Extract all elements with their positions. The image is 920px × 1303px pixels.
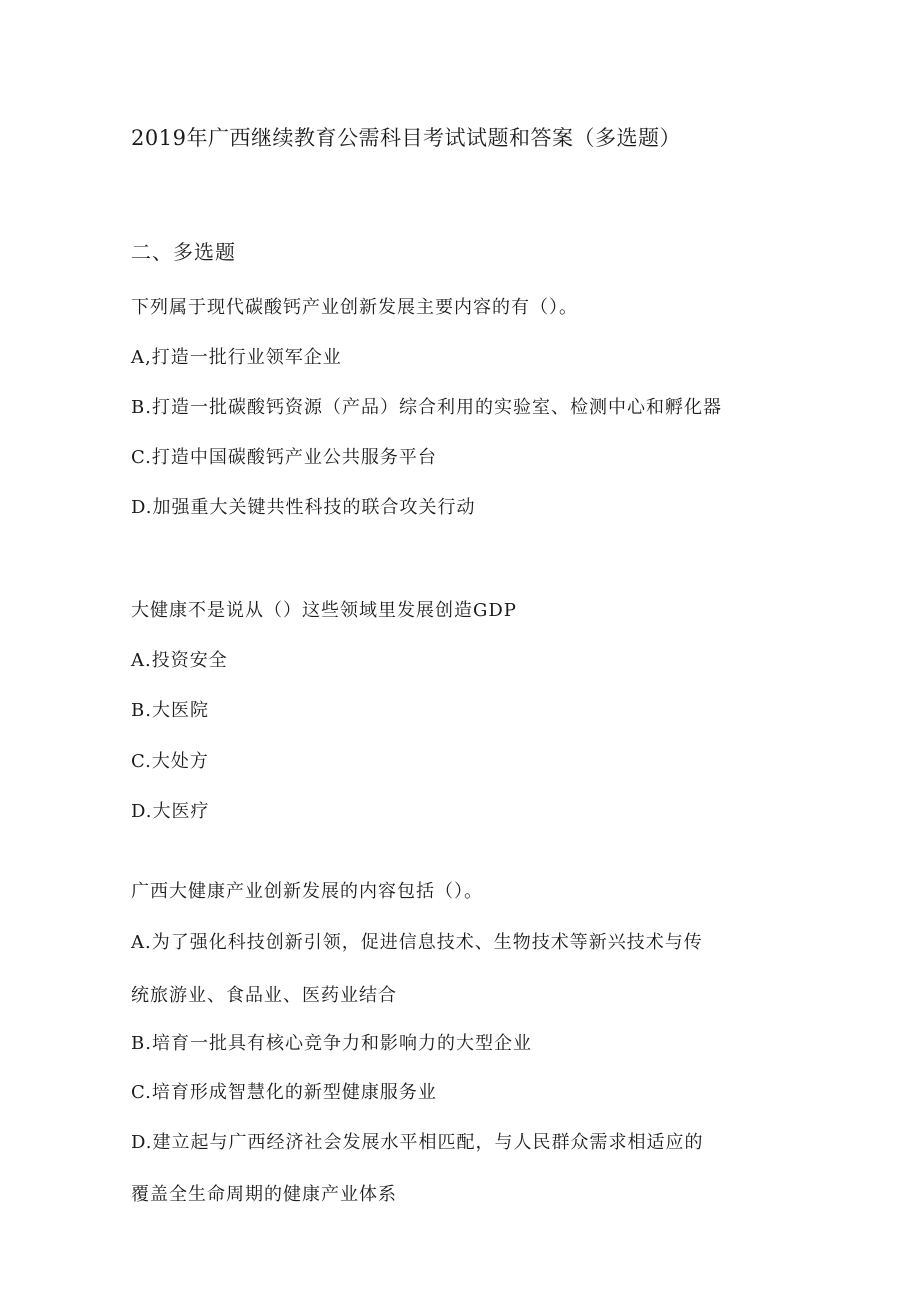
document-title: 2019年广西继续教育公需科目考试试题和答案（多选题） — [131, 126, 681, 150]
question-1-option-d: D.加强重大关键共性科技的联合攻关行动 — [131, 497, 476, 518]
question-1-option-b: B.打造一批碳酸钙资源（产品）综合利用的实验室、检测中心和孵化器 — [131, 397, 722, 418]
question-1-option-c: C.打造中国碳酸钙产业公共服务平台 — [131, 447, 437, 468]
question-3-option-d: D.建立起与广西经济社会发展水平相匹配，与人民群众需求相适应的 — [131, 1132, 704, 1153]
question-3-option-d-continued: 覆盖全生命周期的健康产业体系 — [131, 1184, 397, 1205]
question-3-option-a: A.为了强化科技创新引领，促进信息技术、生物技术等新兴技术与传 — [131, 932, 703, 953]
question-2-option-b: B.大医院 — [131, 700, 209, 721]
question-2-option-d: D.大医疗 — [131, 801, 210, 822]
question-3-option-b: B.培育一批具有核心竞争力和影响力的大型企业 — [131, 1033, 532, 1054]
question-2-stem: 大健康不是说从（）这些领域里发展创造GDP — [131, 600, 517, 621]
question-3-option-c: C.培育形成智慧化的新型健康服务业 — [131, 1082, 437, 1103]
question-1-stem: 下列属于现代碳酸钙产业创新发展主要内容的有（）。 — [131, 297, 578, 318]
question-1-option-a: A,打造一批行业领军企业 — [131, 347, 342, 368]
question-2-option-c: C.大处方 — [131, 751, 209, 772]
section-heading: 二、多选题 — [131, 240, 236, 264]
question-3-stem: 广西大健康产业创新发展的内容包括（）。 — [131, 881, 483, 902]
question-2-option-a: A.投资安全 — [131, 650, 228, 671]
question-3-option-a-continued: 统旅游业、食品业、医药业结合 — [131, 985, 397, 1006]
